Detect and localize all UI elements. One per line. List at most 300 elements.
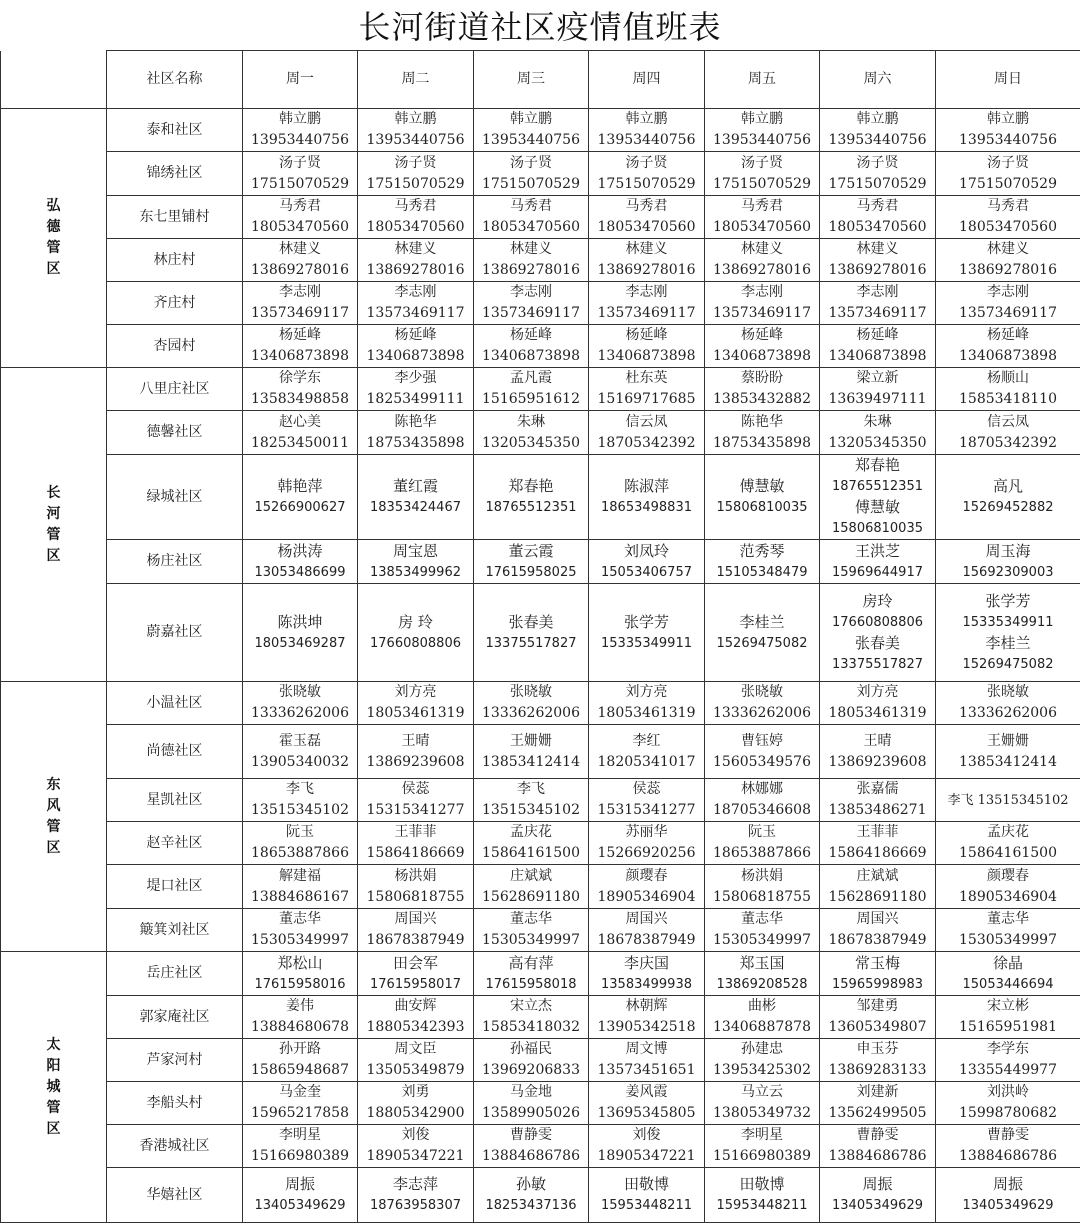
duty-person-phone: 13405349629 (832, 1198, 923, 1213)
duty-person-phone: 13805349732 (713, 1105, 811, 1121)
duty-person-name: 刘洪岭 (987, 1084, 1029, 1100)
duty-person-name: 曲彬 (748, 998, 776, 1014)
duty-cell (936, 196, 1080, 239)
duty-person-name: 宋立杰 (510, 998, 552, 1014)
duty-cell (936, 779, 1080, 822)
duty-person-phone: 13406873898 (959, 348, 1057, 364)
duty-person-phone: 13639497111 (828, 391, 927, 407)
duty-person-name: 陈洪坤 (277, 612, 323, 631)
duty-person-name: 颜璎春 (987, 867, 1029, 884)
duty-person-name: 杨延峰 (279, 327, 321, 343)
duty-cell (936, 282, 1080, 325)
duty-person-phone: 15864186669 (366, 845, 465, 861)
duty-cell (358, 996, 474, 1039)
duty-cell (705, 865, 820, 909)
duty-cell (474, 865, 589, 909)
duty-cell (705, 952, 820, 996)
duty-person-phone: 13695345805 (597, 1105, 696, 1121)
community-name: 郭家庵社区 (107, 996, 243, 1039)
duty-person-phone: 18053470560 (482, 219, 580, 235)
duty-person-phone: 18253450011 (251, 434, 349, 451)
duty-cell (589, 779, 705, 822)
duty-cell (474, 725, 589, 779)
duty-person-name: 刘方亮 (856, 684, 899, 700)
duty-cell (358, 109, 474, 152)
duty-person-name: 李飞 (517, 781, 545, 797)
duty-person-name: 傅慧敏 (854, 498, 900, 516)
duty-person-name: 李明星 (741, 1127, 783, 1143)
duty-cell (589, 909, 705, 952)
duty-cell (243, 196, 358, 239)
duty-person-phone: 15865948687 (251, 1062, 349, 1078)
duty-person-name: 郑松山 (277, 953, 323, 972)
duty-person-name: 郑玉国 (739, 953, 785, 972)
duty-person-phone: 13336262006 (959, 705, 1057, 721)
duty-person-name: 马秀君 (510, 198, 552, 214)
duty-person-phone: 18353424467 (370, 500, 461, 515)
duty-cell (589, 109, 705, 152)
duty-person-name: 周文博 (625, 1041, 668, 1057)
header-day-5: 周五 (705, 51, 820, 109)
duty-cell (820, 909, 936, 952)
duty-cell (820, 540, 936, 584)
duty-cell (358, 1082, 474, 1125)
duty-person-phone: 13205345350 (482, 434, 580, 451)
duty-person-name: 张晓敏 (987, 684, 1029, 700)
duty-person-name: 林建义 (625, 241, 668, 257)
duty-cell (358, 822, 474, 865)
duty-person-name: 曹静雯 (987, 1127, 1029, 1143)
duty-person-name: 李学东 (987, 1041, 1029, 1057)
duty-person-name: 李少强 (394, 370, 437, 386)
duty-person-name: 韩艳萍 (277, 477, 323, 495)
duty-person-phone: 18765512351 (832, 479, 923, 494)
duty-cell (243, 1039, 358, 1082)
duty-person-name: 房 玲 (398, 612, 433, 631)
duty-person-name: 马秀君 (987, 198, 1029, 214)
duty-person-name: 林建义 (741, 241, 783, 257)
duty-person-name: 刘俊 (401, 1127, 430, 1143)
duty-person-phone: 13515345102 (251, 802, 349, 818)
duty-cell (243, 1125, 358, 1168)
duty-person-name: 李红 (632, 732, 661, 749)
duty-cell (474, 325, 589, 368)
duty-cell (474, 909, 589, 952)
duty-person-phone: 18053461319 (828, 705, 927, 721)
duty-person-name: 杨顺山 (987, 370, 1029, 386)
duty-person-phone: 15864161500 (959, 845, 1057, 861)
duty-person-phone: 18678387949 (366, 932, 465, 948)
duty-person-name: 杨延峰 (394, 327, 437, 343)
duty-person-name: 郑春艳 (854, 456, 900, 474)
duty-person-phone: 15169717685 (597, 391, 696, 407)
duty-cell (358, 1125, 474, 1168)
duty-cell (474, 282, 589, 325)
duty-person-name: 田会军 (392, 953, 438, 972)
header-day-2: 周二 (358, 51, 474, 109)
duty-cell (589, 152, 705, 196)
duty-cell (358, 196, 474, 239)
duty-person-name: 李飞 (286, 781, 314, 797)
duty-cell (820, 725, 936, 779)
duty-person-phone: 15165951612 (482, 391, 580, 407)
duty-person-phone: 18653887866 (251, 845, 349, 861)
duty-person-name: 宋立彬 (987, 998, 1029, 1014)
duty-cell (936, 822, 1080, 865)
duty-person-name: 王洪芝 (854, 541, 900, 560)
duty-person-name: 信云凤 (987, 413, 1029, 430)
duty-person-name: 林建义 (394, 241, 437, 257)
duty-person-phone: 13853486271 (828, 802, 927, 818)
duty-cell (936, 239, 1080, 282)
duty-person-phone: 13406873898 (713, 348, 811, 364)
duty-person-name: 张晓敏 (510, 684, 552, 700)
duty-person-name: 陈艳华 (741, 413, 783, 430)
duty-person-phone: 17660808806 (832, 614, 923, 630)
duty-person-phone: 13953440756 (713, 132, 811, 148)
duty-person-phone: 17515070529 (828, 175, 927, 192)
duty-person-name: 周玉海 (985, 541, 1031, 560)
duty-person-phone: 13406873898 (482, 348, 580, 364)
duty-cell (474, 682, 589, 725)
duty-cell (705, 779, 820, 822)
duty-person-phone: 15335349911 (601, 635, 692, 651)
duty-cell (589, 682, 705, 725)
duty-person-phone: 15335349911 (962, 614, 1054, 630)
duty-cell (589, 1082, 705, 1125)
community-name: 李船头村 (107, 1082, 243, 1125)
duty-person-phone: 13406873898 (597, 348, 696, 364)
duty-person-name: 林娜娜 (741, 781, 783, 797)
duty-cell (474, 1082, 589, 1125)
duty-person-name: 梁立新 (856, 370, 899, 386)
duty-person-phone: 15266920256 (597, 845, 696, 861)
community-name: 星凯社区 (107, 779, 243, 822)
duty-cell (936, 1125, 1080, 1168)
duty-person-phone: 13869278016 (597, 262, 696, 278)
community-name: 德馨社区 (107, 411, 243, 455)
duty-cell (474, 411, 589, 455)
duty-cell (820, 239, 936, 282)
duty-person-name: 李庆国 (623, 953, 669, 972)
duty-person-name: 周宝恩 (392, 541, 438, 560)
table-row (1, 1125, 1080, 1168)
duty-person-phone: 18705342392 (597, 434, 696, 451)
duty-cell (243, 411, 358, 455)
district-label: 长河管区 (46, 484, 61, 564)
duty-cell (936, 368, 1080, 411)
duty-person-name: 杨延峰 (510, 327, 552, 343)
duty-person-phone: 13336262006 (713, 705, 811, 721)
duty-person-name: 董志华 (741, 911, 783, 927)
duty-cell (358, 152, 474, 196)
duty-cell (358, 1039, 474, 1082)
duty-person-name: 李志刚 (510, 284, 552, 300)
duty-person-name: 周振 (284, 1175, 315, 1193)
duty-person-name: 郑春艳 (508, 477, 554, 495)
duty-person-phone: 15965998983 (832, 976, 923, 992)
duty-person-phone: 15853418032 (482, 1019, 580, 1035)
duty-person-phone: 13869278016 (366, 262, 465, 278)
duty-person-phone: 15315341277 (366, 802, 465, 818)
duty-person-name: 陈淑萍 (623, 477, 669, 495)
table-row (1, 909, 1080, 952)
duty-person-phone: 17515070529 (597, 175, 696, 192)
duty-person-name: 高有萍 (508, 953, 554, 972)
duty-person-phone: 13505349879 (366, 1062, 465, 1078)
duty-cell (243, 109, 358, 152)
duty-person-name: 刘方亮 (394, 684, 437, 700)
duty-cell (243, 1168, 358, 1223)
duty-cell (474, 196, 589, 239)
duty-person-phone: 17660808806 (370, 635, 461, 651)
duty-cell (243, 952, 358, 996)
duty-person-phone: 13406887878 (713, 1019, 811, 1035)
duty-person-name: 汤子贤 (741, 154, 783, 171)
duty-person-name: 张晓敏 (279, 684, 321, 700)
duty-cell (474, 779, 589, 822)
duty-person-phone: 15166980389 (713, 1148, 811, 1164)
duty-person-phone: 15969644917 (832, 564, 923, 580)
duty-person-phone: 18763958307 (370, 1198, 461, 1213)
duty-person-name: 孙开路 (279, 1041, 321, 1057)
duty-cell (705, 455, 820, 540)
duty-person-phone: 18753435898 (366, 434, 465, 451)
duty-person-name: 张学芳 (985, 591, 1031, 610)
duty-cell (705, 996, 820, 1039)
district-name (1, 109, 107, 368)
duty-person-name: 张嘉儒 (856, 781, 899, 797)
duty-cell (474, 1125, 589, 1168)
community-name: 八里庄社区 (107, 368, 243, 411)
duty-cell (474, 368, 589, 411)
duty-person-phone: 13869278016 (251, 262, 349, 278)
duty-person-name: 曹静雯 (510, 1127, 552, 1143)
duty-cell (358, 584, 474, 682)
duty-person-name: 刘俊 (632, 1127, 661, 1143)
header-day-1: 周一 (243, 51, 358, 109)
duty-person-phone: 18053470560 (713, 219, 811, 235)
duty-cell (936, 1039, 1080, 1082)
duty-person-phone: 18053470560 (597, 219, 696, 235)
duty-person-phone: 18053461319 (597, 705, 696, 721)
duty-person-name: 霍玉磊 (279, 732, 321, 749)
duty-person-name: 董红霞 (392, 477, 438, 495)
duty-cell (589, 1125, 705, 1168)
community-name: 东七里铺村 (107, 196, 243, 239)
table-row (1, 822, 1080, 865)
duty-cell (358, 909, 474, 952)
duty-person-phone: 13406873898 (366, 348, 465, 364)
duty-person-phone: 13573469117 (597, 305, 696, 321)
duty-person-name: 李志刚 (394, 284, 437, 300)
duty-person-name: 韩立鹏 (987, 111, 1029, 127)
duty-cell (589, 1168, 705, 1223)
duty-person-phone: 13884680678 (251, 1019, 349, 1035)
duty-cell (705, 584, 820, 682)
duty-person-phone: 13355449977 (959, 1062, 1057, 1078)
duty-cell (358, 725, 474, 779)
duty-cell (936, 865, 1080, 909)
duty-person-phone: 18753435898 (713, 434, 811, 451)
community-name: 香港城社区 (107, 1125, 243, 1168)
duty-cell (936, 682, 1080, 725)
duty-person-phone: 13573469117 (828, 305, 927, 321)
duty-cell (705, 1125, 820, 1168)
duty-person-phone: 13869278016 (959, 262, 1057, 278)
duty-person-name: 马立云 (741, 1084, 783, 1100)
table-row (1, 196, 1080, 239)
duty-cell (589, 865, 705, 909)
duty-person-phone: 13869239608 (366, 753, 465, 770)
duty-person-name: 周文臣 (394, 1041, 437, 1057)
duty-cell (820, 822, 936, 865)
duty-person-name: 曲安辉 (394, 998, 437, 1014)
duty-table (0, 50, 1080, 1223)
duty-cell (474, 1039, 589, 1082)
duty-cell (358, 455, 474, 540)
duty-person-name: 刘凤玲 (623, 541, 669, 560)
community-name: 齐庄村 (107, 282, 243, 325)
duty-person-phone: 13573469117 (366, 305, 465, 321)
duty-person-phone: 13869278016 (482, 262, 580, 278)
duty-cell (820, 411, 936, 455)
duty-person-phone: 17615958016 (254, 976, 346, 992)
duty-person-phone: 15165951981 (959, 1019, 1057, 1035)
duty-person-name: 杨延峰 (987, 327, 1029, 343)
duty-person-phone: 18653887866 (713, 845, 811, 861)
duty-person-phone: 15853418110 (959, 391, 1057, 407)
table-row (1, 1168, 1080, 1223)
duty-cell (589, 584, 705, 682)
duty-person-name: 张学芳 (623, 612, 669, 631)
duty-person-phone: 15998780682 (959, 1105, 1057, 1121)
duty-person-name: 汤子贤 (987, 154, 1029, 171)
duty-cell (820, 455, 936, 540)
duty-person-phone: 13562499505 (828, 1105, 927, 1121)
duty-person-phone: 18905347221 (597, 1148, 696, 1164)
duty-person-phone: 13884686786 (482, 1148, 580, 1164)
duty-cell (936, 952, 1080, 996)
duty-person-name: 孙建忠 (741, 1041, 783, 1057)
duty-person-name: 杨洪娟 (394, 867, 437, 884)
community-name: 岳庄社区 (107, 952, 243, 996)
duty-person-name: 周国兴 (856, 911, 899, 927)
duty-person-phone: 13573451651 (597, 1062, 696, 1078)
duty-person-name: 韩立鹏 (510, 111, 552, 127)
duty-person-phone: 13853499962 (370, 564, 461, 580)
community-name: 芦家河村 (107, 1039, 243, 1082)
table-row (1, 325, 1080, 368)
duty-cell (243, 822, 358, 865)
duty-person-phone: 13953440756 (482, 132, 580, 148)
duty-person-name: 孟庆花 (510, 824, 552, 840)
duty-person-name: 马金地 (510, 1084, 552, 1100)
duty-cell (358, 411, 474, 455)
duty-cell (243, 725, 358, 779)
duty-person-phone: 15605349576 (713, 753, 811, 770)
duty-person-phone: 13405349629 (962, 1198, 1054, 1213)
table-row (1, 368, 1080, 411)
district-label: 太阳城管区 (46, 1036, 61, 1137)
duty-cell (820, 1125, 936, 1168)
duty-person-name: 周国兴 (625, 911, 668, 927)
duty-person-name: 高凡 (992, 477, 1023, 495)
duty-person-phone: 15269475082 (962, 656, 1054, 672)
duty-person-name: 李志刚 (987, 284, 1029, 300)
duty-person-phone: 15266900627 (254, 500, 346, 515)
duty-person-name: 马秀君 (394, 198, 437, 214)
duty-person-phone: 18905347221 (366, 1148, 465, 1164)
duty-person-name: 马金奎 (279, 1084, 321, 1100)
duty-cell (820, 196, 936, 239)
duty-person-phone: 13953440756 (597, 132, 696, 148)
duty-person-name: 孟庆花 (987, 824, 1029, 840)
table-row (1, 540, 1080, 584)
table-row (1, 239, 1080, 282)
duty-person-name: 曹钰婷 (741, 732, 783, 749)
duty-person-name: 李志刚 (279, 284, 321, 300)
duty-person-phone: 13869283133 (828, 1062, 927, 1078)
duty-person-name: 韩立鹏 (856, 111, 899, 127)
duty-person-name: 邹建勇 (856, 998, 899, 1014)
duty-person-name: 杨洪娟 (741, 867, 783, 884)
duty-person-phone: 15965217858 (251, 1105, 349, 1121)
duty-cell (936, 152, 1080, 196)
duty-cell (358, 952, 474, 996)
duty-person-phone: 18053470560 (251, 219, 349, 235)
table-row (1, 865, 1080, 909)
duty-cell (820, 368, 936, 411)
duty-cell (243, 540, 358, 584)
duty-person-phone: 15628691180 (482, 888, 580, 905)
duty-person-name: 范秀琴 (739, 541, 785, 560)
duty-person-phone: 13905340032 (251, 753, 349, 770)
duty-person-phone: 17515070529 (482, 175, 580, 192)
duty-cell (705, 368, 820, 411)
duty-person-name: 刘勇 (401, 1084, 430, 1100)
duty-person-phone: 13869278016 (828, 262, 927, 278)
duty-cell (243, 779, 358, 822)
community-name: 堤口社区 (107, 865, 243, 909)
duty-person-name: 王菲菲 (394, 824, 437, 840)
district-label: 弘德管区 (46, 198, 61, 277)
community-name: 绿城社区 (107, 455, 243, 540)
duty-person-name: 汤子贤 (394, 154, 437, 171)
duty-person-name: 林建义 (856, 241, 899, 257)
district-label: 东风管区 (46, 776, 61, 856)
duty-person-phone: 13375517827 (832, 656, 923, 672)
duty-person-name: 王晴 (863, 732, 892, 749)
duty-person-phone: 13869239608 (828, 753, 927, 770)
header-community-name: 社区名称 (107, 51, 243, 109)
duty-cell (474, 152, 589, 196)
duty-person-name: 朱琳 (863, 413, 892, 430)
duty-cell (589, 368, 705, 411)
duty-person-name: 周国兴 (394, 911, 437, 927)
duty-person-phone: 15315341277 (597, 802, 696, 818)
header-day-3: 周三 (474, 51, 589, 109)
duty-person-phone: 18678387949 (597, 932, 696, 948)
duty-cell (589, 282, 705, 325)
duty-person-name: 刘建新 (856, 1084, 899, 1100)
duty-person-phone: 15305349997 (713, 932, 811, 948)
duty-cell (820, 996, 936, 1039)
duty-cell (358, 682, 474, 725)
duty-cell (936, 1082, 1080, 1125)
duty-person-phone: 18653498831 (601, 500, 692, 515)
duty-person-name: 周振 (992, 1175, 1023, 1193)
